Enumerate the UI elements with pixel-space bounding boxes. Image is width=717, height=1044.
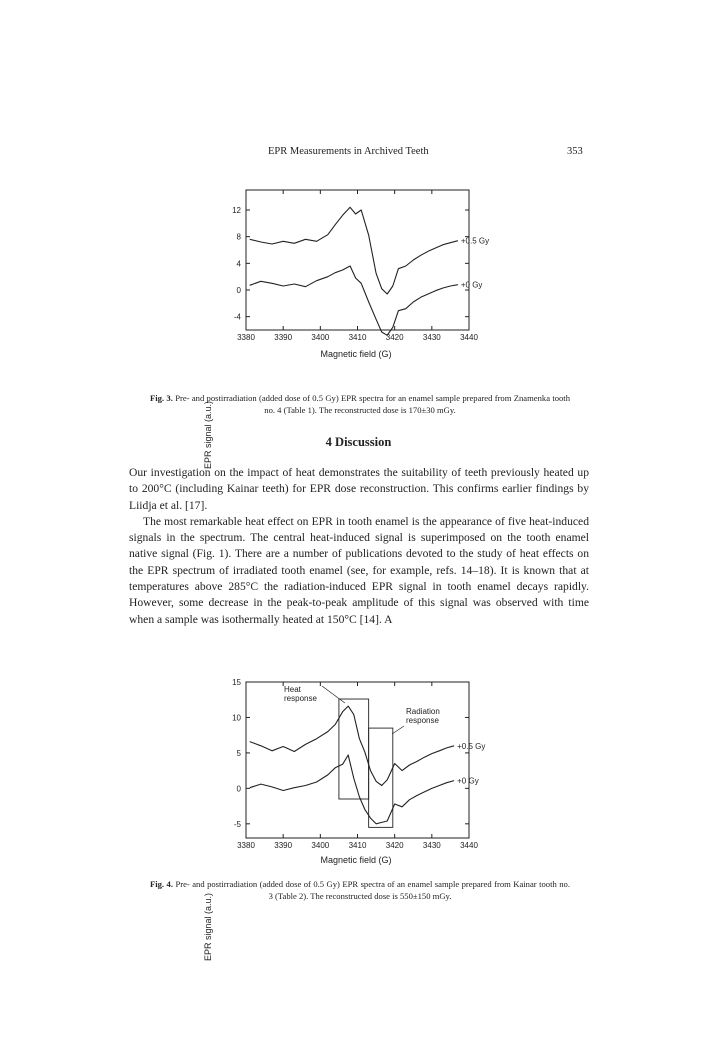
- annotation-label: response: [406, 716, 439, 725]
- series-label: +0.5 Gy: [460, 236, 490, 246]
- y-axis-label: EPR signal (a.u.): [203, 892, 213, 962]
- x-tick-label: 3410: [348, 841, 367, 850]
- plot-frame: [246, 682, 469, 838]
- annotation-pointer: [392, 726, 404, 734]
- running-head-title: EPR Measurements in Archived Teeth: [268, 146, 429, 157]
- series-label: +0 Gy: [457, 776, 479, 786]
- annotation-label: response: [284, 694, 317, 703]
- paragraph: Our investigation on the impact of heat demonstrates the suitability of teeth previously heated up to 200°C (including Kainar teeth) for EPR dose reconstruction. This confirms earlier findings by Liidja et al. [17].: [129, 466, 589, 512]
- figure-4-caption: [150, 878, 570, 902]
- annotation-box: [369, 728, 393, 827]
- figure-4-caption-text: Pre- and postirradiation (added dose of 0.5 Gy) EPR spectra of an enamel sample prepared from Kainar tooth no. 3 (Table 2). The reconstructed dose is 550±150 mGy.: [175, 879, 570, 901]
- plot-frame: [246, 190, 469, 330]
- y-tick-label: -5: [233, 819, 241, 829]
- x-tick-label: 3440: [460, 333, 478, 342]
- series-line: [250, 266, 458, 335]
- x-tick-label: 3410: [348, 333, 367, 342]
- figure-3-caption-text: Pre- and postirradiation (added dose of 0.5 Gy) EPR spectra for an enamel sample prepared from Znamenka tooth no. 4 (Table 1). The reconstructed dose is 170±30 mGy.: [175, 393, 570, 415]
- x-tick-label: 3420: [385, 841, 404, 850]
- x-tick-label: 3430: [422, 841, 441, 850]
- x-tick-label: 3420: [385, 333, 404, 342]
- y-axis-label: EPR signal (a.u.): [203, 400, 213, 470]
- series-line: [250, 755, 454, 824]
- section-heading: 4 Discussion: [325, 435, 392, 449]
- x-tick-label: 3380: [237, 841, 255, 850]
- series-line: [250, 207, 458, 294]
- x-axis-label: Magnetic field (G): [320, 349, 392, 359]
- y-tick-label: -4: [233, 312, 241, 322]
- body-text: [129, 465, 589, 628]
- annotation-label: Radiation: [406, 707, 440, 716]
- figure-3-caption-label: Fig. 3.: [150, 393, 173, 403]
- y-tick-label: 0: [236, 784, 241, 794]
- y-tick-label: 5: [236, 748, 241, 758]
- y-tick-label: 8: [236, 232, 241, 242]
- page-number: 353: [567, 146, 583, 157]
- series-label: +0.5 Gy: [457, 741, 486, 751]
- y-tick-label: 15: [232, 678, 241, 687]
- x-tick-label: 3390: [274, 333, 293, 342]
- y-tick-label: 12: [232, 206, 241, 215]
- figure-3-caption: [150, 392, 570, 416]
- x-axis-label: Magnetic field (G): [320, 855, 392, 865]
- y-tick-label: 4: [236, 259, 241, 269]
- figure-4-caption-label: Fig. 4.: [150, 879, 173, 889]
- y-tick-label: 10: [232, 713, 241, 723]
- x-tick-label: 3400: [311, 841, 330, 850]
- x-tick-label: 3390: [274, 841, 293, 850]
- paragraph: The most remarkable heat effect on EPR in tooth enamel is the appearance of five heat-induced signals in the spectrum. The central heat-induced signal is superimposed on the tooth enamel native signal (Fig. 1). There are a number of publications devoted to the study of heat effects on the EPR spectrum of irradiated tooth enamel (see, for example, refs. 14–18). It is known that at temperatures above 285°C the radiation-induced EPR signal in tooth enamel decays rapidly. However, some decrease in the peak-to-peak amplitude of this signal was observed with time when a sample was isothermally heated at 150°C [14]. A: [129, 514, 589, 626]
- annotation-pointer: [322, 686, 345, 703]
- x-tick-label: 3400: [311, 333, 330, 342]
- series-label: +0 Gy: [460, 280, 483, 290]
- x-tick-label: 3440: [460, 841, 478, 850]
- x-tick-label: 3380: [237, 333, 255, 342]
- annotation-label: Heat: [284, 685, 301, 694]
- x-tick-label: 3430: [422, 333, 441, 342]
- y-tick-label: 0: [236, 286, 241, 295]
